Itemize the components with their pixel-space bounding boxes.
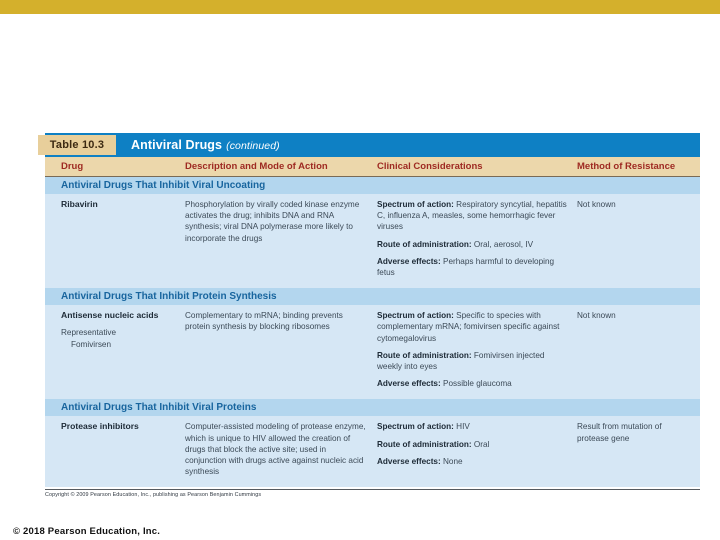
- consideration-label: Adverse effects:: [377, 379, 441, 389]
- consideration-label: Spectrum of action:: [377, 200, 454, 209]
- table-body: [45, 177, 700, 487]
- consideration-label: Route of administration:: [377, 439, 472, 449]
- figure-credit-line: Copyright © 2009 Pearson Education, Inc., publishing as Pearson Benjamin Cummings: [45, 489, 700, 498]
- table-row: [45, 416, 700, 487]
- antiviral-drugs-table-figure: [38, 133, 700, 498]
- drug-representative-label: Representative: [61, 328, 117, 338]
- consideration-item: [377, 239, 569, 250]
- column-header-clinical-considerations: Clinical Considerations: [377, 161, 483, 172]
- consideration-item: [377, 378, 569, 389]
- table-title-main: Antiviral Drugs: [131, 138, 223, 152]
- consideration-item: [377, 256, 569, 278]
- cell-description: Complementary to mRNA; binding prevents protein synthesis by blocking ribosomes: [185, 311, 343, 332]
- table-row: [45, 194, 700, 288]
- consideration-item: [377, 456, 569, 467]
- slide-copyright: © 2018 Pearson Education, Inc.: [13, 526, 161, 537]
- table-row: [45, 305, 700, 399]
- drug-name: Antisense nucleic acids: [61, 310, 159, 321]
- table-title-bar: [45, 133, 700, 157]
- consideration-item: [377, 199, 569, 233]
- consideration-value: None: [443, 456, 463, 466]
- consideration-label: Spectrum of action:: [377, 422, 454, 432]
- section-heading-viral-proteins: Antiviral Drugs That Inhibit Viral Proteins: [45, 399, 700, 416]
- cell-method-of-resistance: Not known: [577, 200, 616, 209]
- consideration-value: Oral, aerosol, IV: [473, 239, 534, 249]
- consideration-value: Fomivirsen injected weekly into eyes: [377, 350, 545, 372]
- consideration-value: Possible glaucoma: [443, 379, 512, 389]
- consideration-item: [377, 350, 569, 372]
- consideration-label: Route of administration:: [377, 350, 472, 360]
- consideration-value: Perhaps harmful to developing fetus: [377, 256, 555, 278]
- column-header-drug: Drug: [61, 161, 84, 172]
- consideration-value: Oral: [473, 439, 490, 449]
- consideration-label: Adverse effects:: [377, 256, 441, 266]
- cell-description: Phosphorylation by virally coded kinase enzyme activates the drug; inhibits DNA and RNA synthesis; viral DNA polymerase more likely to incorporate the drugs: [185, 200, 360, 243]
- consideration-item: [377, 310, 569, 344]
- column-header-method-of-resistance: Method of Resistance: [577, 161, 676, 172]
- consideration-item: [377, 421, 569, 432]
- cell-clinical-considerations: [377, 310, 577, 389]
- section-heading-protein-synthesis: Antiviral Drugs That Inhibit Protein Synthesis: [45, 288, 700, 305]
- cell-method-of-resistance: Result from mutation of protease gene: [577, 422, 662, 443]
- cell-clinical-considerations: [377, 199, 577, 278]
- consideration-value: Respiratory syncytial, hepatitis C, influenza A, measles, some hemorrhagic fever viruses: [377, 200, 567, 232]
- table-number-badge: Table 10.3: [38, 135, 116, 155]
- drug-name: Ribavirin: [61, 199, 98, 209]
- cell-clinical-considerations: [377, 421, 577, 477]
- cell-description: Computer-assisted modeling of protease enzyme, which is unique to HIV allowed the creation of drugs that block the active site; used in conjunction with drugs active against nucleic acid synthesis: [185, 422, 366, 477]
- table-column-header-row: [45, 157, 700, 177]
- slide-body: [0, 14, 720, 540]
- consideration-label: Adverse effects:: [377, 456, 441, 466]
- drug-representative-name: Fomivirsen: [71, 339, 112, 349]
- column-header-description: Description and Mode of Action: [185, 161, 328, 172]
- drug-name: Protease inhibitors: [61, 421, 139, 432]
- cell-drug: [45, 421, 185, 477]
- consideration-label: Spectrum of action:: [377, 311, 454, 321]
- cell-method-of-resistance: Not known: [577, 311, 616, 321]
- consideration-item: [377, 439, 569, 450]
- section-heading-uncoating: Antiviral Drugs That Inhibit Viral Uncoating: [45, 177, 700, 194]
- consideration-label: Route of administration:: [377, 239, 472, 249]
- consideration-value: HIV: [456, 422, 470, 432]
- cell-drug: [45, 199, 185, 278]
- table-title-continued-note: (continued): [226, 140, 280, 152]
- cell-drug: [45, 310, 185, 389]
- consideration-value: Specific to species with complementary mRNA; fomivirsen specific against cytomegalovirus: [377, 311, 560, 343]
- table-title: [131, 138, 280, 152]
- top-accent-band: [0, 0, 720, 14]
